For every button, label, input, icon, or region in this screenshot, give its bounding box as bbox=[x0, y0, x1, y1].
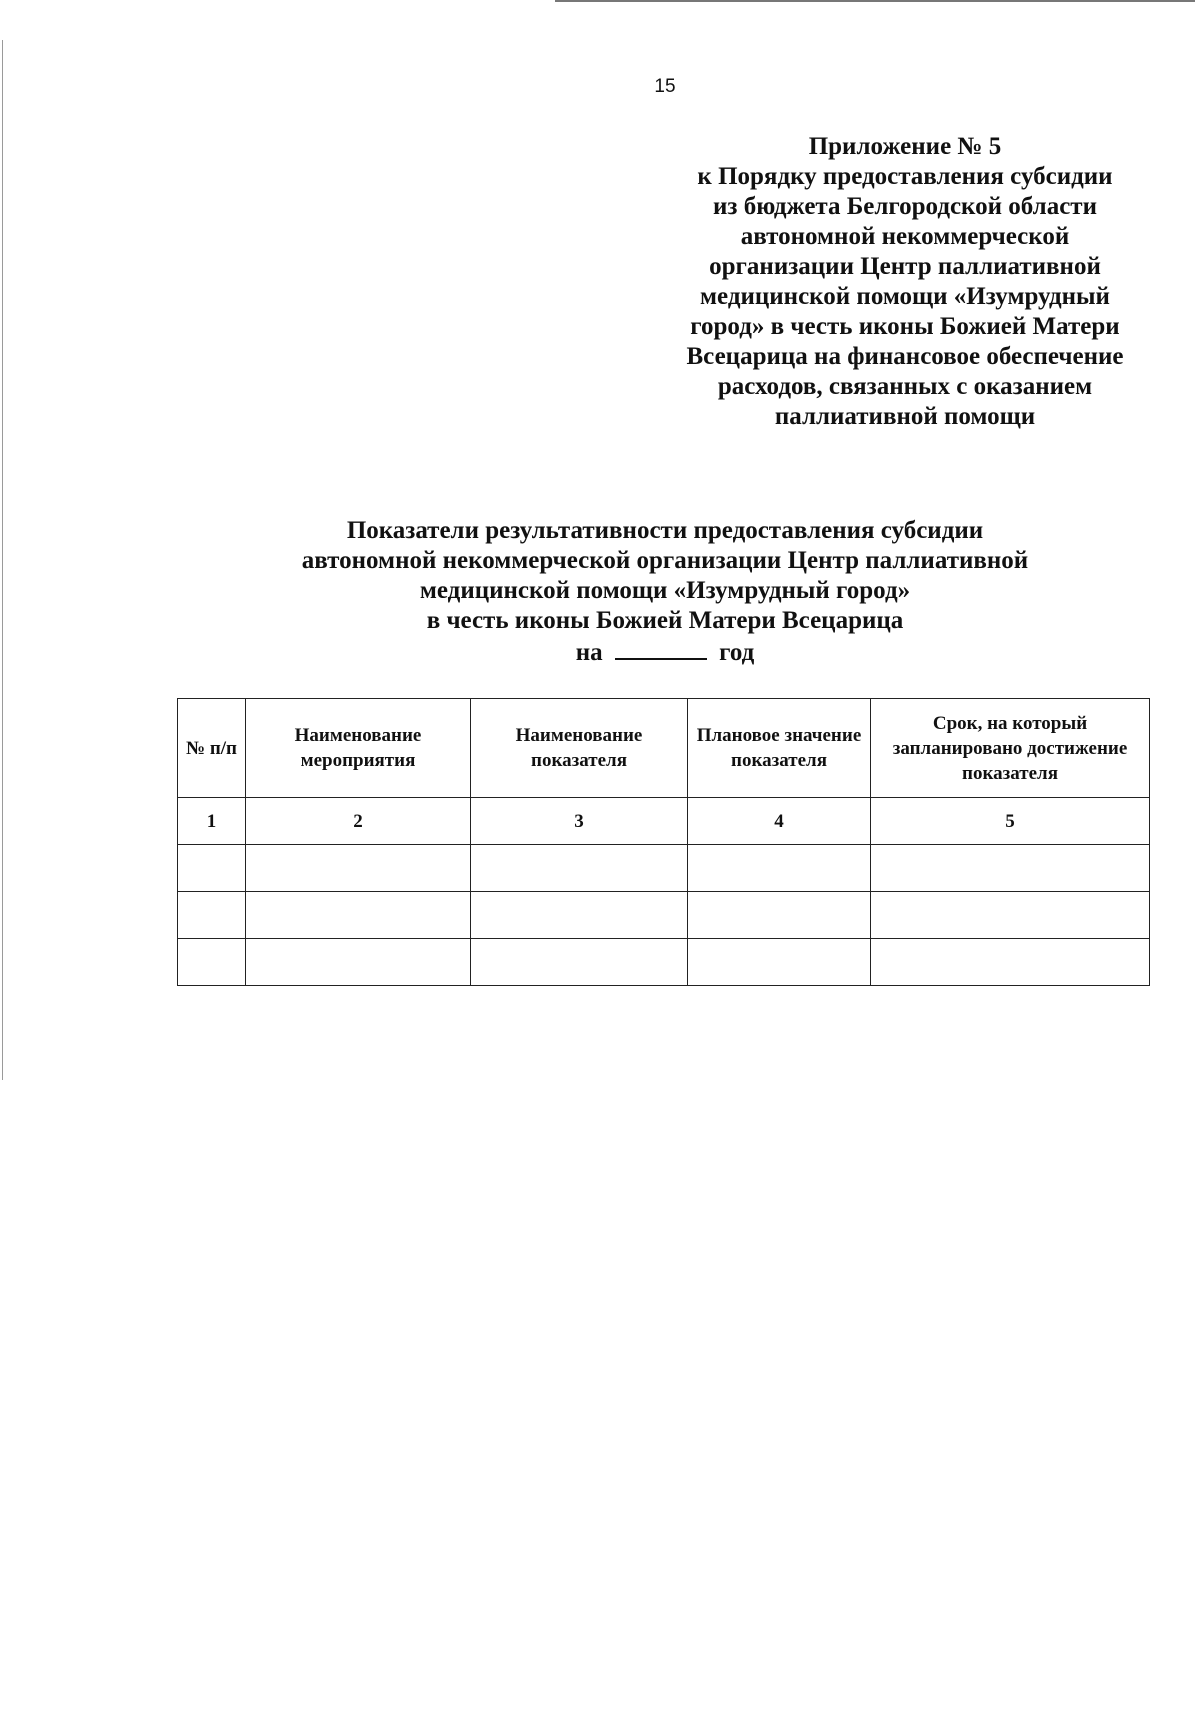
appendix-line: медицинской помощи «Изумрудный bbox=[700, 283, 1110, 310]
empty-cell[interactable] bbox=[471, 845, 688, 892]
empty-cell[interactable] bbox=[871, 845, 1150, 892]
header-number: № п/п bbox=[178, 699, 246, 798]
empty-cell[interactable] bbox=[688, 892, 871, 939]
year-blank-field[interactable] bbox=[615, 636, 707, 660]
scan-left-edge bbox=[2, 40, 3, 1080]
table-row bbox=[178, 939, 1150, 986]
header-deadline: Срок, на который запланировано достижение показателя bbox=[871, 699, 1150, 798]
empty-cell[interactable] bbox=[246, 939, 471, 986]
numbering-cell: 5 bbox=[871, 798, 1150, 845]
numbering-cell: 3 bbox=[471, 798, 688, 845]
numbering-cell: 4 bbox=[688, 798, 871, 845]
appendix-line: паллиативной помощи bbox=[774, 403, 1036, 430]
empty-cell[interactable] bbox=[871, 939, 1150, 986]
appendix-line: к Порядку предоставления субсидии bbox=[697, 163, 1113, 190]
indicators-table bbox=[177, 698, 1150, 986]
appendix-body bbox=[660, 162, 1150, 432]
title-line: медицинской помощи «Изумрудный город» bbox=[419, 577, 911, 604]
empty-cell[interactable] bbox=[471, 892, 688, 939]
year-suffix: год bbox=[719, 639, 755, 666]
empty-cell[interactable] bbox=[471, 939, 688, 986]
table-header-row bbox=[178, 699, 1150, 798]
appendix-title: Приложение № 5 bbox=[808, 133, 1002, 160]
appendix-line: автономной некоммерческой bbox=[740, 223, 1070, 250]
header-event-name: Наименование мероприятия bbox=[246, 699, 471, 798]
numbering-cell: 2 bbox=[246, 798, 471, 845]
year-prefix: на bbox=[575, 639, 603, 666]
numbering-cell: 1 bbox=[178, 798, 246, 845]
header-planned-value: Плановое значение показателя bbox=[688, 699, 871, 798]
numbering-row bbox=[178, 798, 1150, 845]
empty-cell[interactable] bbox=[178, 845, 246, 892]
title-line: Показатели результативности предоставления субсидии bbox=[346, 517, 984, 544]
empty-cell[interactable] bbox=[688, 845, 871, 892]
empty-cell[interactable] bbox=[688, 939, 871, 986]
appendix-block bbox=[660, 132, 1150, 432]
header-indicator-name: Наименование показателя bbox=[471, 699, 688, 798]
appendix-line: Всецарица на финансовое обеспечение bbox=[686, 343, 1124, 370]
empty-cell[interactable] bbox=[871, 892, 1150, 939]
appendix-line: город» в честь иконы Божией Матери bbox=[690, 313, 1120, 340]
appendix-line: организации Центр паллиативной bbox=[709, 253, 1101, 280]
empty-cell[interactable] bbox=[246, 845, 471, 892]
title-line: автономной некоммерческой организации Центр паллиативной bbox=[301, 547, 1029, 574]
document-title bbox=[170, 516, 1160, 668]
empty-cell[interactable] bbox=[246, 892, 471, 939]
table-row bbox=[178, 845, 1150, 892]
appendix-line: расходов, связанных с оказанием bbox=[717, 373, 1093, 400]
empty-cell[interactable] bbox=[178, 939, 246, 986]
page-number: 15 bbox=[654, 76, 676, 97]
year-line bbox=[170, 636, 1160, 668]
empty-cell[interactable] bbox=[178, 892, 246, 939]
title-line: в честь иконы Божией Матери Всецарица bbox=[426, 607, 904, 634]
appendix-line: из бюджета Белгородской области bbox=[713, 193, 1097, 220]
scan-top-edge bbox=[555, 0, 1195, 2]
table-row bbox=[178, 892, 1150, 939]
